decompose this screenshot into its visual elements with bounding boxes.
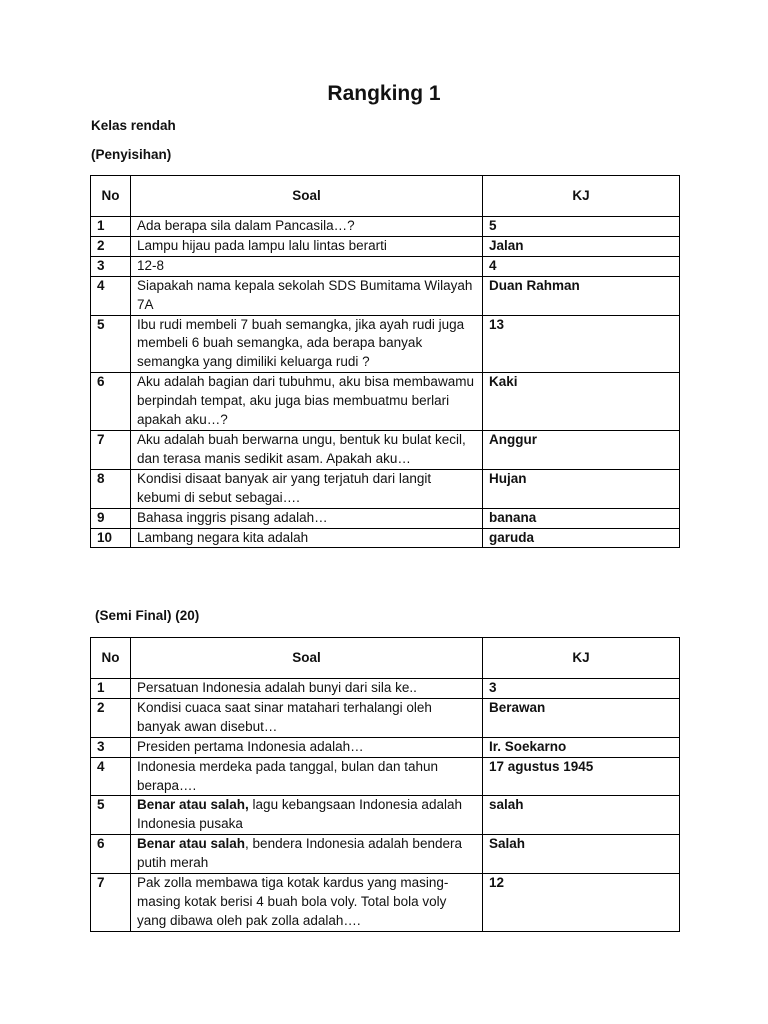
question-cell: Ada berapa sila dalam Pancasila…? (131, 217, 483, 237)
answer-cell: salah (483, 796, 680, 835)
question-cell: Aku adalah bagian dari tubuhmu, aku bisa membawamu berpindah tempat, aku juga bias membuatmu berlari apakah aku…? (131, 373, 483, 431)
table-header-row (91, 638, 680, 679)
row-number: 6 (91, 835, 131, 874)
penyisihan-table (90, 175, 680, 548)
question-text: Persatuan Indonesia adalah bunyi dari sila ke.. (137, 680, 417, 695)
question-cell: Lampu hijau pada lampu lalu lintas berarti (131, 236, 483, 256)
header-kj: KJ (483, 638, 680, 679)
row-number: 5 (91, 315, 131, 373)
table-row (91, 373, 680, 431)
answer-cell: 3 (483, 679, 680, 699)
question-text: Pak zolla membawa tiga kotak kardus yang masing-masing kotak berisi 4 buah bola voly. Total bola voly yang dibawa oleh pak zolla adalah…. (137, 875, 449, 928)
answer-cell: Berawan (483, 698, 680, 737)
row-number: 5 (91, 796, 131, 835)
answer-cell: Duan Rahman (483, 276, 680, 315)
table-row (91, 276, 680, 315)
row-number: 4 (91, 276, 131, 315)
answer-cell: 13 (483, 315, 680, 373)
row-number: 8 (91, 469, 131, 508)
question-cell (131, 757, 483, 796)
table-header-row (91, 176, 680, 217)
semifinal-table (90, 637, 680, 932)
header-kj: KJ (483, 176, 680, 217)
table-row (91, 315, 680, 373)
section2-heading: (Semi Final) (20) (95, 608, 200, 623)
question-cell: Aku adalah buah berwarna ungu, bentuk ku bulat kecil, dan terasa manis sedikit asam. Apakah aku… (131, 430, 483, 469)
question-text: Indonesia merdeka pada tanggal, bulan dan tahun berapa…. (137, 758, 438, 793)
answer-cell: 4 (483, 256, 680, 276)
question-cell: Kondisi disaat banyak air yang terjatuh dari langit kebumi di sebut sebagai…. (131, 469, 483, 508)
table-row (91, 874, 680, 932)
table-row (91, 757, 680, 796)
question-cell (131, 874, 483, 932)
header-soal: Soal (131, 638, 483, 679)
table-row (91, 796, 680, 835)
level-label: Kelas rendah (91, 118, 176, 133)
question-cell: 12-8 (131, 256, 483, 276)
row-number: 6 (91, 373, 131, 431)
question-cell: Siapakah nama kepala sekolah SDS Bumitama Wilayah 7A (131, 276, 483, 315)
table-row (91, 430, 680, 469)
table-row (91, 679, 680, 699)
question-text: lagu kebangsaan Indonesia adalah Indonesia pusaka (137, 797, 462, 832)
header-no: No (91, 176, 131, 217)
question-cell: Ibu rudi membeli 7 buah semangka, jika ayah rudi juga membeli 6 buah semangka, ada berapa banyak semangka yang dimiliki keluarga rudi ? (131, 315, 483, 373)
table-row (91, 256, 680, 276)
answer-cell: 5 (483, 217, 680, 237)
answer-cell: garuda (483, 528, 680, 548)
answer-cell: banana (483, 508, 680, 528)
question-cell: Lambang negara kita adalah (131, 528, 483, 548)
row-number: 10 (91, 528, 131, 548)
answer-cell: Anggur (483, 430, 680, 469)
answer-cell: 12 (483, 874, 680, 932)
question-text: Kondisi cuaca saat sinar matahari terhalangi oleh banyak awan disebut… (137, 699, 432, 734)
table-row (91, 737, 680, 757)
row-number: 7 (91, 874, 131, 932)
question-cell (131, 698, 483, 737)
row-number: 2 (91, 698, 131, 737)
table-row (91, 469, 680, 508)
answer-cell: Salah (483, 835, 680, 874)
header-soal: Soal (131, 176, 483, 217)
question-cell (131, 796, 483, 835)
question-text: , bendera Indonesia adalah bendera putih merah (137, 836, 462, 871)
section1-heading: (Penyisihan) (91, 147, 172, 162)
row-number: 7 (91, 430, 131, 469)
question-emphasis: Benar atau salah, (137, 797, 249, 813)
table-row (91, 698, 680, 737)
table-row (91, 508, 680, 528)
question-cell (131, 679, 483, 699)
row-number: 3 (91, 737, 131, 757)
question-cell (131, 835, 483, 874)
question-cell (131, 737, 483, 757)
row-number: 4 (91, 757, 131, 796)
question-text: Presiden pertama Indonesia adalah… (137, 738, 364, 754)
page-title: Rangking 1 (327, 82, 441, 105)
answer-cell: 17 agustus 1945 (483, 757, 680, 796)
answer-cell: Hujan (483, 469, 680, 508)
answer-cell: Jalan (483, 236, 680, 256)
row-number: 1 (91, 217, 131, 237)
answer-cell: Kaki (483, 373, 680, 431)
row-number: 3 (91, 256, 131, 276)
table-row (91, 835, 680, 874)
question-emphasis: Benar atau salah (137, 836, 246, 852)
table-row (91, 528, 680, 548)
header-no: No (91, 638, 131, 679)
answer-cell: Ir. Soekarno (483, 737, 680, 757)
row-number: 2 (91, 236, 131, 256)
table-row (91, 236, 680, 256)
row-number: 1 (91, 679, 131, 699)
question-cell: Bahasa inggris pisang adalah… (131, 508, 483, 528)
table-row (91, 217, 680, 237)
row-number: 9 (91, 508, 131, 528)
